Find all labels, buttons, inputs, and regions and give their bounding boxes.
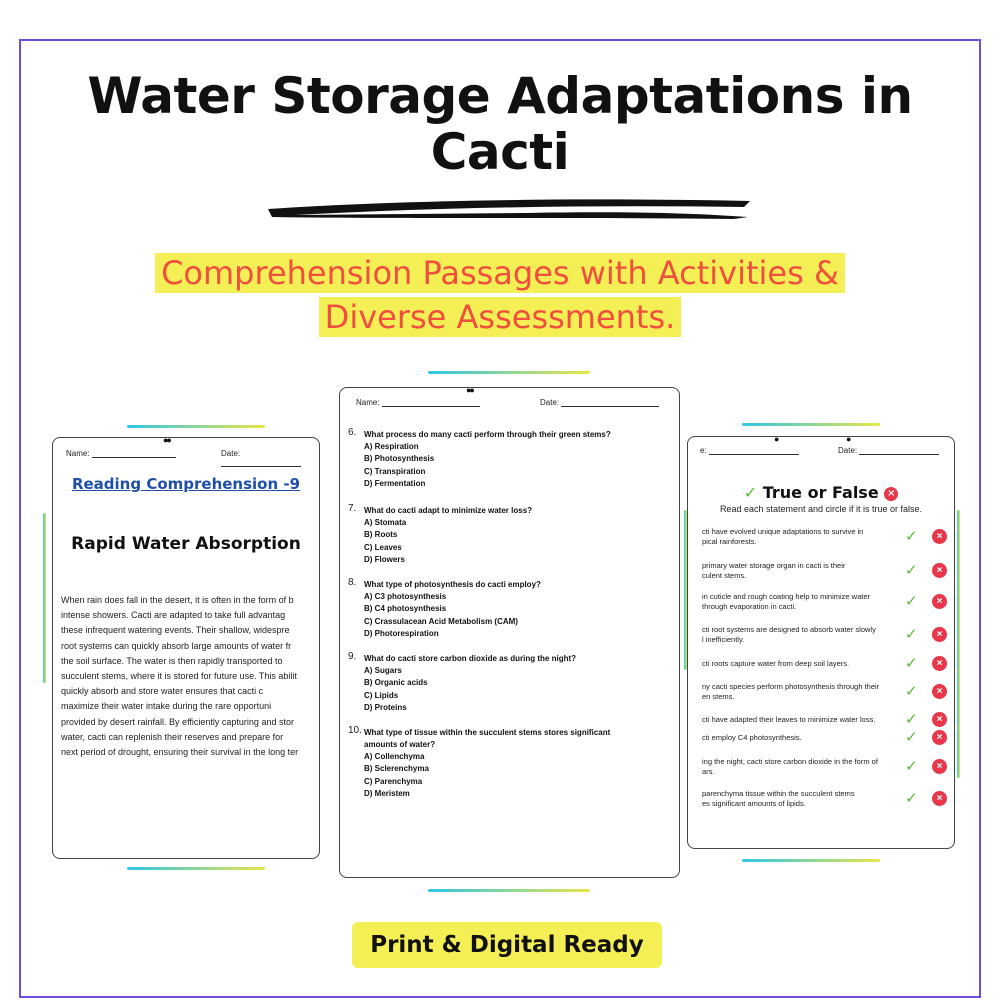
name-label: e: bbox=[700, 446, 707, 455]
option: A) Collenchyma bbox=[364, 752, 425, 761]
question-text: What process do many cacti perform through their green stems? bbox=[364, 430, 611, 439]
true-check-icon[interactable]: ✓ bbox=[905, 711, 918, 728]
question-number: 6. bbox=[348, 427, 357, 438]
passage-line: quickly absorb and store water ensures that cacti c bbox=[61, 686, 264, 697]
option: B) Sclerenchyma bbox=[364, 764, 429, 774]
passage-line: maximize their water intake during the rare opportuni bbox=[61, 701, 272, 712]
false-cross-icon[interactable]: × bbox=[932, 594, 947, 609]
name-field bbox=[356, 398, 480, 407]
statement-text: cti root systems are designed to absorb water slowly bbox=[702, 625, 876, 634]
date-label: Date: bbox=[838, 446, 858, 455]
answer-options bbox=[364, 517, 406, 567]
true-check-icon[interactable]: ✓ bbox=[905, 528, 918, 545]
false-cross-icon[interactable]: × bbox=[932, 656, 947, 671]
passage-line: water, cacti can replenish their reserves and prepare for bbox=[61, 731, 284, 742]
option: B) Organic acids bbox=[364, 678, 428, 688]
false-cross-icon[interactable]: × bbox=[932, 627, 947, 642]
binder-dots: ●● bbox=[163, 437, 170, 445]
statement-text: ny cacti species perform photosynthesis through their bbox=[702, 682, 880, 691]
name-field bbox=[700, 446, 799, 455]
false-cross-icon[interactable]: × bbox=[932, 529, 947, 544]
print-digital-badge: Print & Digital Ready bbox=[352, 922, 662, 968]
accent-line bbox=[127, 867, 265, 870]
date-field bbox=[838, 446, 939, 455]
option: C) Lipids bbox=[364, 690, 399, 700]
question-number: 10. bbox=[348, 725, 362, 736]
statement-row bbox=[702, 682, 902, 702]
statement-text: cti have evolved unique adaptations to survive in bbox=[702, 527, 864, 536]
binder-dots: ●● bbox=[466, 387, 473, 395]
statement-text: parenchyma tissue within the succulent stems bbox=[702, 789, 855, 798]
question-text: What type of photosynthesis do cacti employ? bbox=[364, 580, 541, 589]
cross-icon: × bbox=[884, 487, 898, 501]
subtitle-line-1: Comprehension Passages with Activities & bbox=[155, 253, 845, 293]
statement-row bbox=[702, 592, 902, 612]
accent-line bbox=[742, 859, 880, 862]
statement-text: through evaporation in cacti. bbox=[702, 602, 797, 611]
question-number: 8. bbox=[348, 577, 357, 588]
check-icon: ✓ bbox=[743, 483, 758, 502]
option: D) Photorespiration bbox=[364, 629, 439, 639]
true-check-icon[interactable]: ✓ bbox=[905, 593, 918, 610]
statement-text: in cuticle and rough coating help to minimize water bbox=[702, 592, 871, 601]
statement-text: ing the night, cacti store carbon dioxide in the form of bbox=[702, 757, 878, 766]
option: A) C3 photosynthesis bbox=[364, 592, 447, 601]
false-cross-icon[interactable]: × bbox=[932, 684, 947, 699]
option: B) Roots bbox=[364, 530, 398, 540]
option: A) Sugars bbox=[364, 666, 402, 675]
option: C) Crassulacean Acid Metabolism (CAM) bbox=[364, 616, 518, 626]
statement-text: culent stems. bbox=[702, 571, 747, 580]
date-label: Date: bbox=[540, 398, 560, 407]
statement-row bbox=[702, 715, 902, 725]
worksheet-reading bbox=[52, 437, 320, 859]
main-title: Water Storage Adaptations in Cacti bbox=[87, 67, 913, 181]
date-field bbox=[221, 449, 319, 467]
passage-title: Rapid Water Absorption bbox=[71, 534, 301, 554]
option: B) C4 photosynthesis bbox=[364, 604, 447, 614]
question-text: What type of tissue within the succulent stems stores significant amounts of water? bbox=[364, 728, 611, 749]
false-cross-icon[interactable]: × bbox=[932, 791, 947, 806]
false-cross-icon[interactable]: × bbox=[932, 563, 947, 578]
question-text: What do cacti store carbon dioxide as during the night? bbox=[364, 654, 577, 663]
true-check-icon[interactable]: ✓ bbox=[905, 626, 918, 643]
passage-line: these infrequent watering events. Their shallow, widespre bbox=[61, 625, 290, 636]
option: D) Meristem bbox=[364, 789, 410, 799]
answer-options bbox=[364, 665, 428, 715]
binder-dots: ● bbox=[774, 436, 778, 444]
accent-line bbox=[428, 371, 590, 374]
name-label: Name: bbox=[66, 449, 90, 458]
statement-text: primary water storage organ in cacti is their bbox=[702, 561, 846, 570]
question-text: What do cacti adapt to minimize water loss? bbox=[364, 506, 533, 515]
worksheet-true-false bbox=[687, 436, 955, 849]
option: D) Flowers bbox=[364, 555, 405, 565]
true-check-icon[interactable]: ✓ bbox=[905, 562, 918, 579]
statement-row bbox=[702, 757, 902, 777]
accent-line bbox=[742, 423, 880, 426]
statement-text: cti roots capture water from deep soil layers. bbox=[702, 659, 850, 668]
false-cross-icon[interactable]: × bbox=[932, 759, 947, 774]
false-cross-icon[interactable]: × bbox=[932, 712, 947, 727]
option: D) Proteins bbox=[364, 703, 407, 713]
statement-text: ars. bbox=[702, 767, 715, 776]
name-label: Name: bbox=[356, 398, 380, 407]
date-field bbox=[540, 398, 659, 407]
passage-line: provided by desert rainfall. By efficiently capturing and stor bbox=[61, 716, 294, 727]
statement-row bbox=[702, 659, 902, 669]
statement-row bbox=[702, 561, 902, 581]
option: A) Respiration bbox=[364, 442, 419, 451]
option: C) Transpiration bbox=[364, 466, 426, 476]
passage-text bbox=[61, 593, 320, 760]
binder-dots: ● bbox=[846, 436, 850, 444]
option: C) Parenchyma bbox=[364, 776, 423, 786]
statement-row bbox=[702, 789, 902, 809]
statement-text: es significant amounts of lipids. bbox=[702, 799, 806, 808]
true-false-title: True or False bbox=[762, 483, 879, 502]
question-number: 7. bbox=[348, 503, 357, 514]
accent-line bbox=[43, 513, 46, 683]
option: C) Leaves bbox=[364, 542, 402, 552]
answer-options bbox=[364, 591, 518, 641]
instruction: Read each statement and circle if it is true or false. bbox=[719, 504, 923, 514]
passage-line: succulent stems, where it is stored for future use. This abilit bbox=[61, 671, 297, 682]
answer-options bbox=[364, 441, 434, 491]
statement-text: cti employ C4 photosynthesis. bbox=[702, 733, 802, 742]
accent-line bbox=[428, 889, 590, 892]
statement-text: pical rainforests. bbox=[702, 537, 757, 546]
passage-line: root systems can quickly absorb large amounts of water fr bbox=[61, 640, 292, 651]
accent-line bbox=[957, 510, 960, 778]
false-cross-icon[interactable]: × bbox=[932, 730, 947, 745]
option: A) Stomata bbox=[364, 518, 407, 527]
statement-text: en stems. bbox=[702, 692, 735, 701]
statement-text: cti have adapted their leaves to minimize water loss. bbox=[702, 715, 876, 724]
question-number: 9. bbox=[348, 651, 357, 662]
reading-heading: Reading Comprehension -9 bbox=[71, 475, 301, 493]
name-field bbox=[66, 449, 176, 458]
subtitle-line-2: Diverse Assessments. bbox=[319, 297, 682, 337]
passage-line: intense showers. Cacti are adapted to take full advantag bbox=[61, 610, 286, 621]
statement-row bbox=[702, 733, 902, 743]
option: B) Photosynthesis bbox=[364, 454, 435, 464]
accent-line bbox=[127, 425, 265, 428]
brush-underline bbox=[264, 195, 754, 221]
date-label: Date: bbox=[221, 449, 241, 458]
worksheet-multiple-choice bbox=[339, 387, 680, 878]
true-false-heading bbox=[688, 483, 954, 502]
true-check-icon[interactable]: ✓ bbox=[905, 683, 918, 700]
true-check-icon[interactable]: ✓ bbox=[905, 758, 918, 775]
passage-line: next period of drought, ensuring their survival in the long ter bbox=[61, 747, 299, 758]
subtitle bbox=[60, 253, 940, 341]
answer-options bbox=[364, 751, 429, 801]
passage-line: the soil surface. The water is then rapidly transported to bbox=[61, 655, 283, 666]
option: D) Fermentation bbox=[364, 479, 426, 489]
true-check-icon[interactable]: ✓ bbox=[905, 790, 918, 807]
passage-line: When rain does fall in the desert, it is often in the form of b bbox=[61, 595, 294, 605]
statement-text: l inefficiently. bbox=[702, 635, 745, 644]
statement-row bbox=[702, 527, 902, 547]
true-check-icon[interactable]: ✓ bbox=[905, 729, 918, 746]
statement-row bbox=[702, 625, 902, 645]
true-check-icon[interactable]: ✓ bbox=[905, 655, 918, 672]
